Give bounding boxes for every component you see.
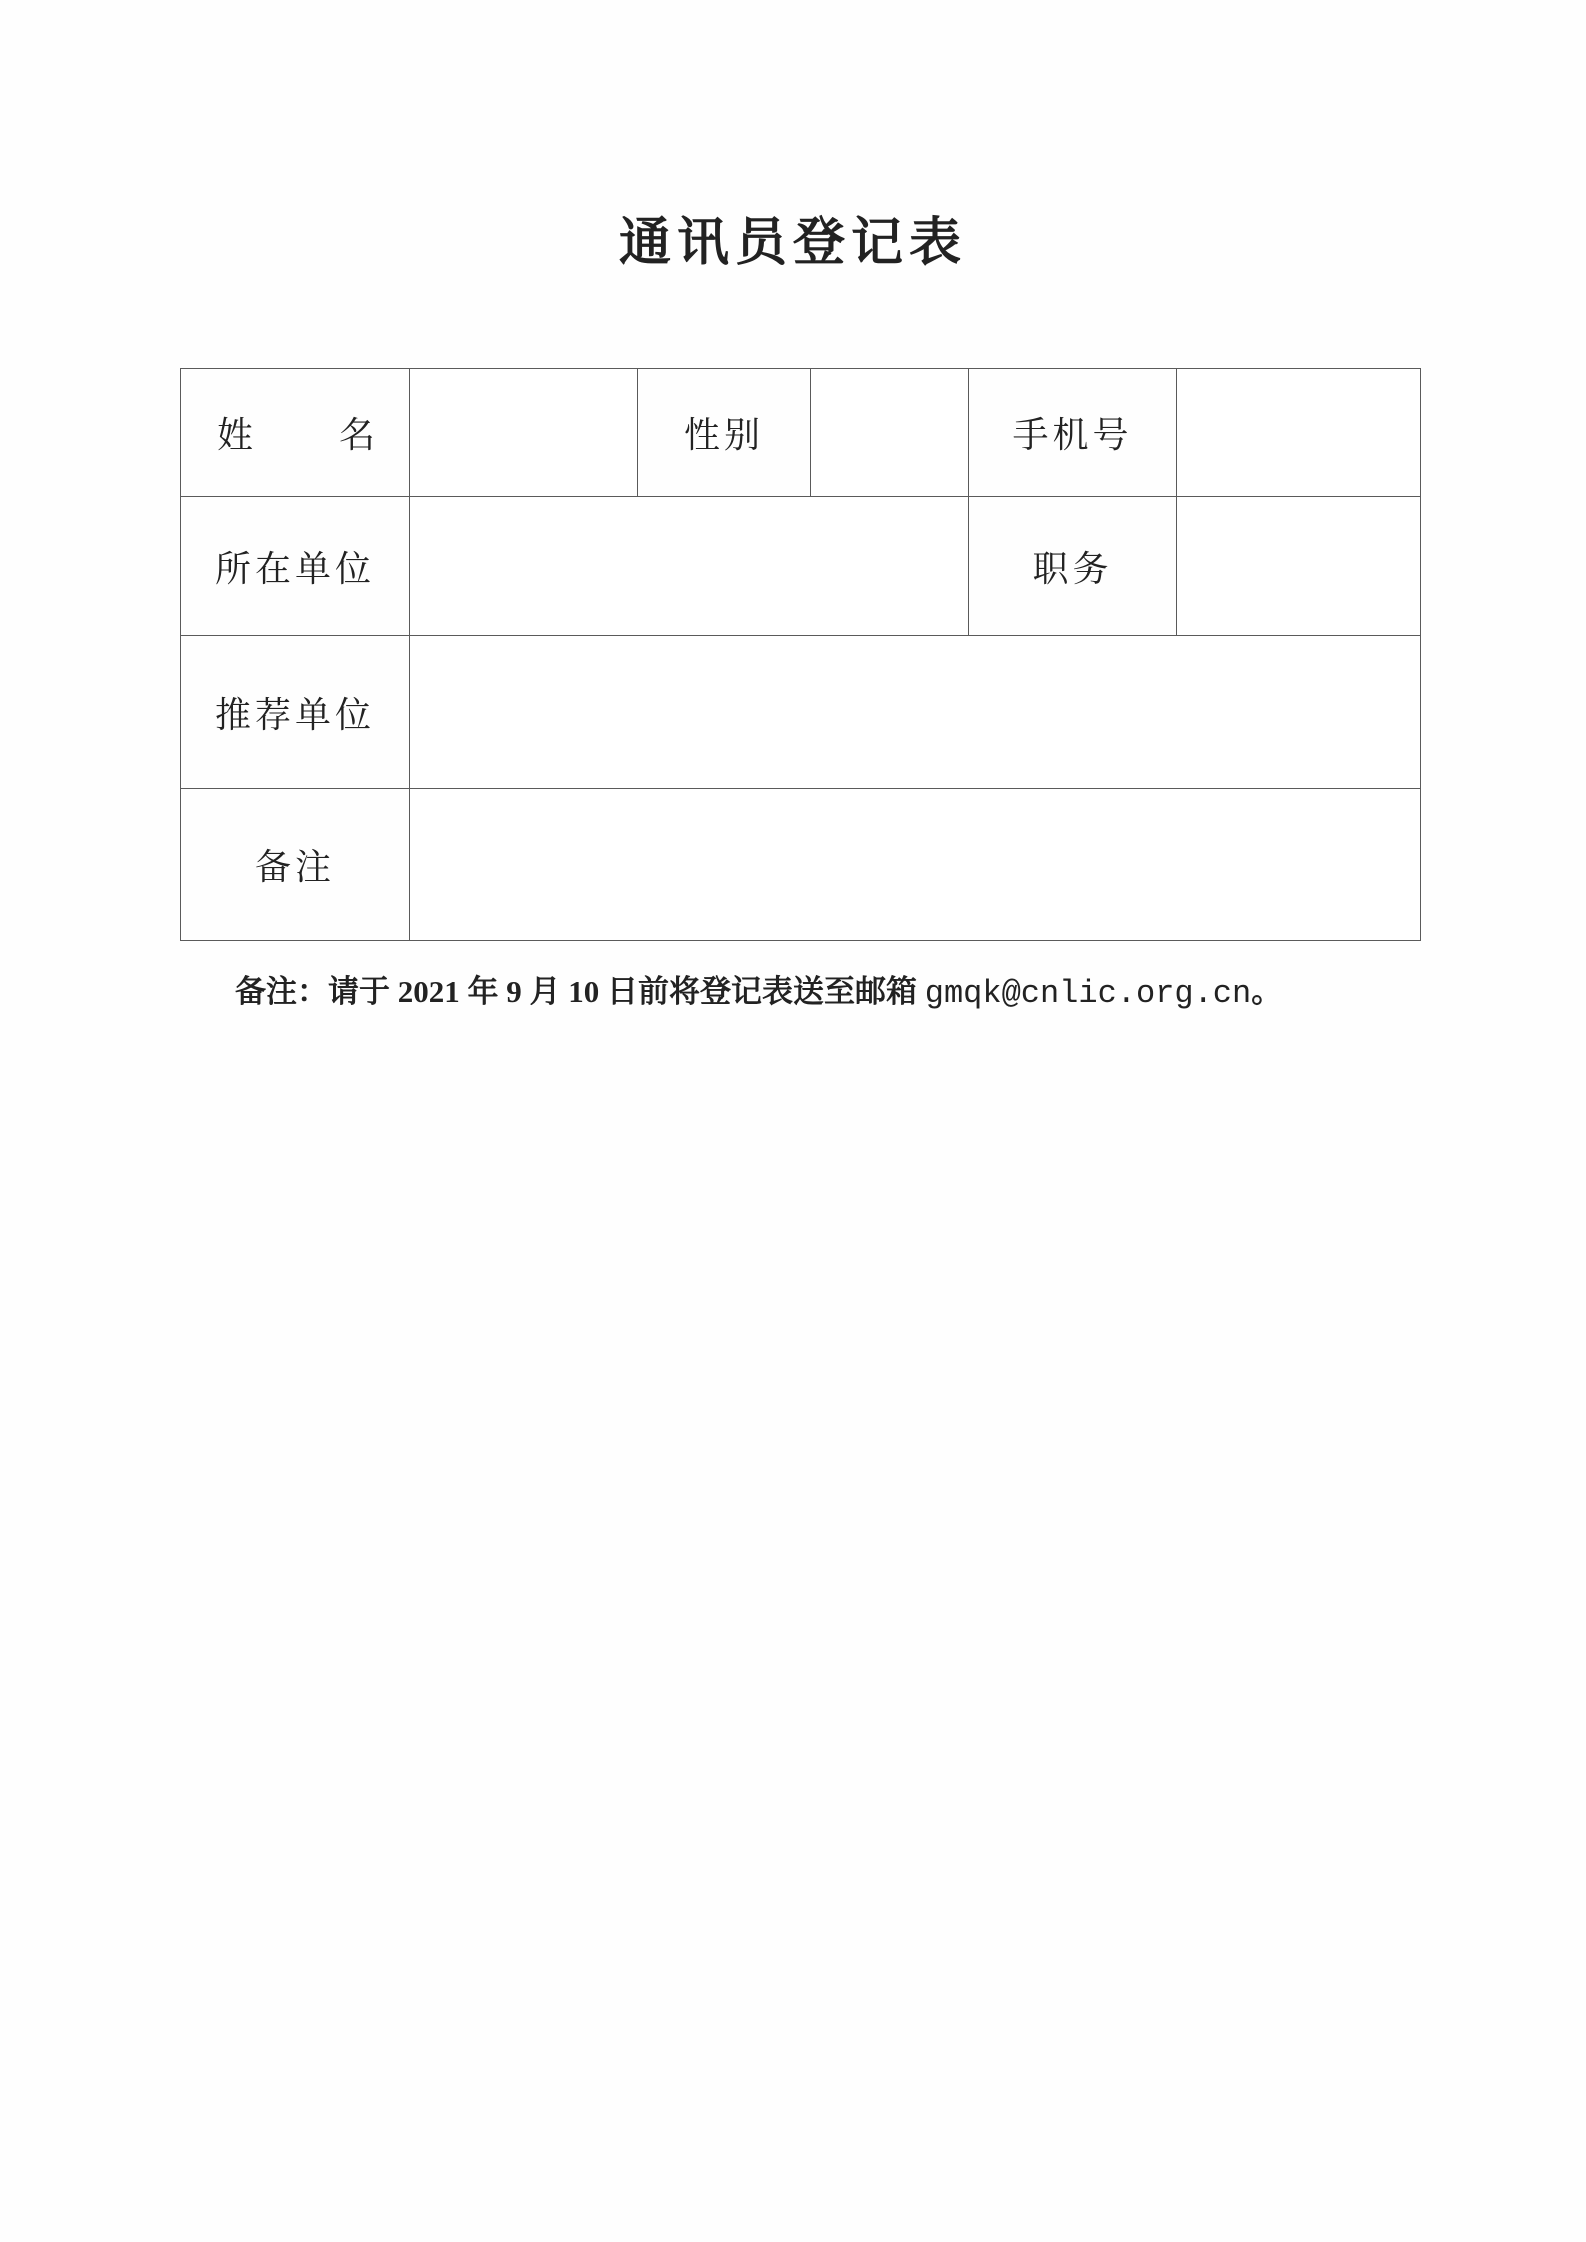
unit-label: 所在单位 [180,496,410,636]
phone-label: 手机号 [968,368,1177,497]
position-label: 职务 [968,496,1177,636]
note-suffix: 。 [1251,974,1283,1009]
remarks-label: 备注 [180,788,410,941]
position-field[interactable] [1176,496,1421,636]
note-text: 备注：请于 2021 年 9 月 10 日前将登记表送至邮箱 [235,974,925,1009]
unit-field[interactable] [409,496,969,636]
registration-form-table [180,368,1421,941]
email-address: gmqk@cnlic.org.cn [924,975,1252,1012]
page-title: 通讯员登记表 [618,212,967,273]
name-field[interactable] [409,368,638,497]
name-label [180,368,410,497]
phone-field[interactable] [1176,368,1421,497]
submission-note [235,970,1282,1016]
recommender-field[interactable] [409,635,1421,789]
gender-label: 性别 [637,368,811,497]
remarks-field[interactable] [409,788,1421,941]
name-label-left: 姓 [217,415,258,456]
recommender-label: 推荐单位 [180,635,410,789]
gender-field[interactable] [810,368,969,497]
name-label-right: 名 [338,415,379,456]
